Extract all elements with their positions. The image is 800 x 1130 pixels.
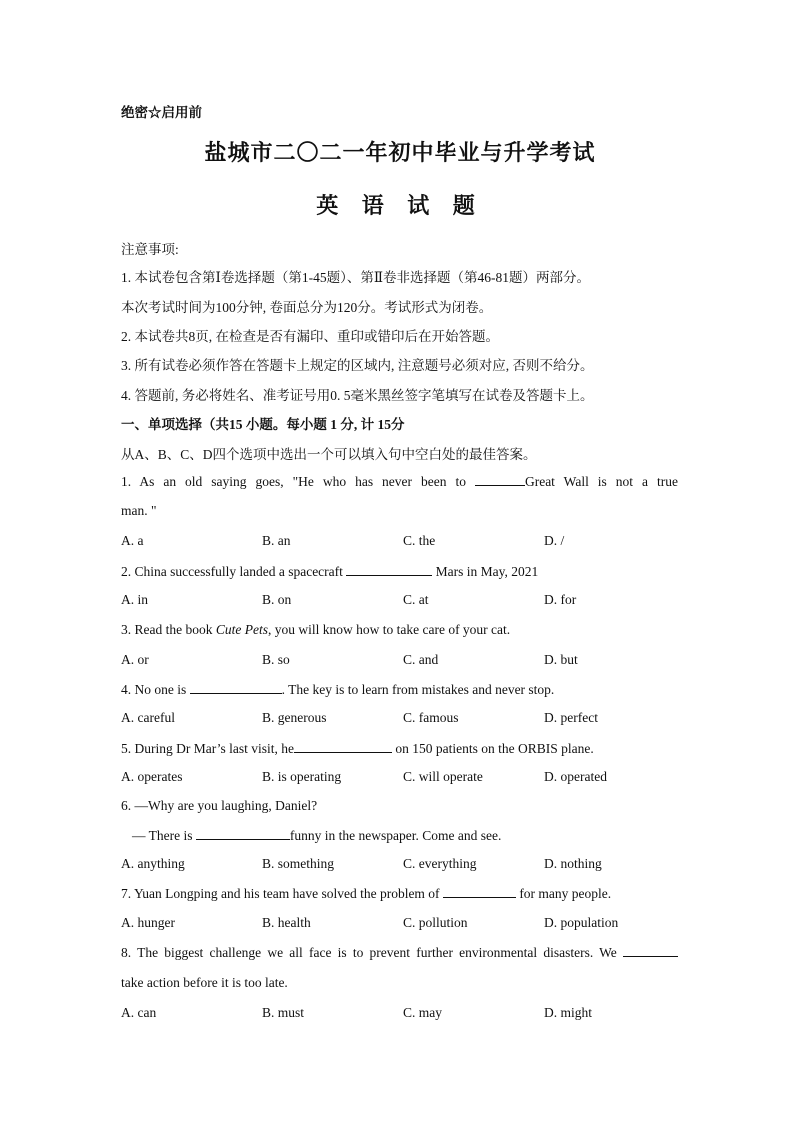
- option-c: C. may: [403, 1005, 442, 1020]
- notice-item: 本次考试时间为100分钟, 卷面总分为120分。考试形式为闭卷。: [121, 300, 493, 315]
- option-a: A. operates: [121, 769, 183, 784]
- page-title: 盐城市二〇二一年初中毕业与升学考试: [204, 140, 596, 165]
- page-subtitle: 英 语 试 题: [316, 193, 484, 218]
- option-row: [0, 533, 800, 551]
- question-stem-continued: man. ": [121, 503, 157, 518]
- question-stem: 3. Read the book Cute Pets, you will know how to take care of your cat.: [121, 622, 511, 637]
- question-stem-continued: take action before it is too late.: [121, 975, 288, 990]
- option-row: [0, 592, 800, 610]
- option-a: A. can: [121, 1005, 157, 1020]
- section-instruction: 从A、B、C、D四个选项中选出一个可以填入句中空白处的最佳答案。: [121, 447, 537, 462]
- option-b: B. is operating: [262, 769, 342, 784]
- option-d: D. for: [544, 592, 577, 607]
- option-c: C. and: [403, 652, 439, 667]
- option-d: D. nothing: [544, 856, 602, 871]
- option-row: [0, 710, 800, 728]
- option-row: [0, 915, 800, 933]
- option-b: B. must: [262, 1005, 305, 1020]
- secret-mark: 绝密☆启用前: [121, 105, 202, 120]
- option-a: A. or: [121, 652, 149, 667]
- option-row: [0, 1005, 800, 1023]
- answer-blank: [623, 944, 678, 957]
- answer-blank: [475, 473, 525, 486]
- notice-item: 1. 本试卷包含第Ⅰ卷选择题（第1-45题）、第Ⅱ卷非选择题（第46-81题）两部分。: [121, 270, 590, 285]
- notice-item: 3. 所有试卷必须作答在答题卡上规定的区域内, 注意题号必须对应, 否则不给分。: [121, 358, 594, 373]
- option-row: [0, 652, 800, 670]
- notice-item: 2. 本试卷共8页, 在检查是否有漏印、重印或错印后在开始答题。: [121, 329, 499, 344]
- option-b: B. on: [262, 592, 292, 607]
- option-a: A. hunger: [121, 915, 175, 930]
- option-a: A. anything: [121, 856, 185, 871]
- answer-blank: [443, 885, 516, 898]
- answer-blank: [294, 740, 392, 753]
- option-b: B. generous: [262, 710, 327, 725]
- question-stem: 7. Yuan Longping and his team have solved the problem of for many people.: [121, 886, 612, 901]
- question-stem: 1. As an old saying goes, "He who has never been to Great Wall is not a true: [121, 474, 678, 489]
- option-row: [0, 856, 800, 874]
- notice-item: 4. 答题前, 务必将姓名、准考证号用0. 5毫米黑丝签字笔填写在试卷及答题卡上。: [121, 388, 594, 403]
- question-stem-continued: — There is funny in the newspaper. Come and see.: [132, 828, 502, 843]
- option-d: D. but: [544, 652, 578, 667]
- option-d: D. /: [544, 533, 565, 548]
- question-stem: 2. China successfully landed a spacecraft Mars in May, 2021: [121, 564, 539, 579]
- question-stem: 6. —Why are you laughing, Daniel?: [121, 798, 318, 813]
- option-c: C. famous: [403, 710, 459, 725]
- answer-blank: [346, 563, 432, 576]
- answer-blank: [190, 681, 282, 694]
- option-c: C. at: [403, 592, 429, 607]
- question-stem: 4. No one is . The key is to learn from mistakes and never stop.: [121, 682, 555, 697]
- option-a: A. careful: [121, 710, 175, 725]
- option-a: A. in: [121, 592, 148, 607]
- option-c: C. everything: [403, 856, 477, 871]
- option-row: [0, 769, 800, 787]
- answer-blank: [196, 827, 290, 840]
- option-a: A. a: [121, 533, 144, 548]
- option-c: C. pollution: [403, 915, 468, 930]
- option-b: B. something: [262, 856, 335, 871]
- question-stem: 5. During Dr Mar’s last visit, he on 150 patients on the ORBIS plane.: [121, 741, 594, 756]
- option-b: B. an: [262, 533, 291, 548]
- question-stem: 8. The biggest challenge we all face is to prevent further environmental disasters. We: [121, 944, 678, 961]
- option-c: C. will operate: [403, 769, 483, 784]
- option-c: C. the: [403, 533, 436, 548]
- option-b: B. health: [262, 915, 311, 930]
- option-d: D. operated: [544, 769, 607, 784]
- section-heading: 一、单项选择（共15 小题。每小题 1 分, 计 15分: [121, 417, 405, 432]
- notice-heading: 注意事项:: [121, 242, 179, 257]
- option-d: D. might: [544, 1005, 593, 1020]
- option-b: B. so: [262, 652, 290, 667]
- option-d: D. population: [544, 915, 619, 930]
- option-d: D. perfect: [544, 710, 598, 725]
